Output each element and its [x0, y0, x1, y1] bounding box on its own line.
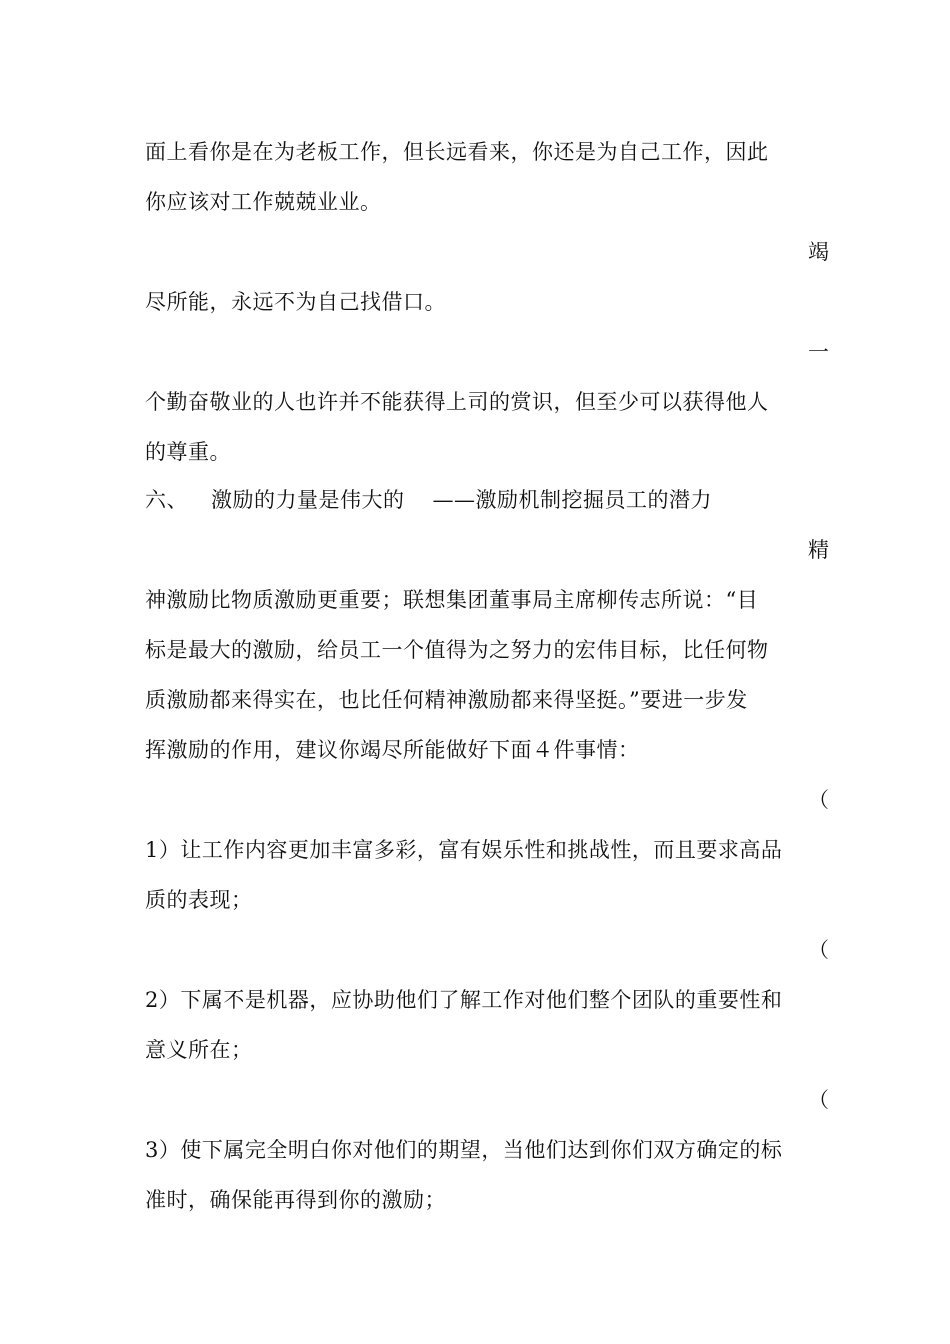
list-item-line: 2）下属不是机器，应协助他们了解工作对他们整个团队的重要性和 — [145, 988, 783, 1012]
paragraph-line: 的尊重。 — [145, 440, 231, 464]
paragraph-line-fragment: 精 — [808, 538, 829, 562]
section-heading-title: 激励的力量是伟大的 — [211, 488, 405, 512]
paragraph-line-fragment: 竭 — [808, 240, 829, 264]
paragraph-line-fragment: 一 — [808, 340, 829, 364]
paragraph-line: 个勤奋敬业的人也许并不能获得上司的赏识，但至少可以获得他人 — [145, 390, 769, 414]
section-heading-number: 六、 — [145, 488, 188, 512]
paragraph-line: 你应该对工作兢兢业业。 — [145, 190, 382, 214]
paragraph-line-fragment: （ — [808, 1088, 829, 1112]
list-item-line: 1）让工作内容更加丰富多彩，富有娱乐性和挑战性，而且要求高品 — [145, 838, 783, 862]
paragraph-line: 尽所能，永远不为自己找借口。 — [145, 290, 446, 314]
paragraph-line: 标是最大的激励，给员工一个值得为之努力的宏伟目标，比任何物 — [145, 638, 769, 662]
section-heading-subtitle: ——激励机制挖掘员工的潜力 — [432, 488, 712, 512]
paragraph-line-fragment: （ — [808, 938, 829, 962]
list-item-line: 意义所在； — [145, 1038, 253, 1062]
list-item-line: 准时，确保能再得到你的激励； — [145, 1188, 446, 1212]
paragraph-line: 神激励比物质激励更重要；联想集团董事局主席柳传志所说：“目 — [145, 588, 759, 612]
list-item-line: 3）使下属完全明白你对他们的期望，当他们达到你们双方确定的标 — [145, 1138, 783, 1162]
paragraph-line: 挥激励的作用，建议你竭尽所能做好下面４件事情： — [145, 738, 640, 762]
paragraph-line-fragment: （ — [808, 788, 829, 812]
paragraph-line: 面上看你是在为老板工作，但长远看来，你还是为自己工作，因此 — [145, 140, 769, 164]
paragraph-line: 质激励都来得实在，也比任何精神激励都来得坚挺。”要进一步发 — [145, 688, 748, 712]
section-heading — [145, 487, 712, 513]
list-item-line: 质的表现； — [145, 888, 253, 912]
